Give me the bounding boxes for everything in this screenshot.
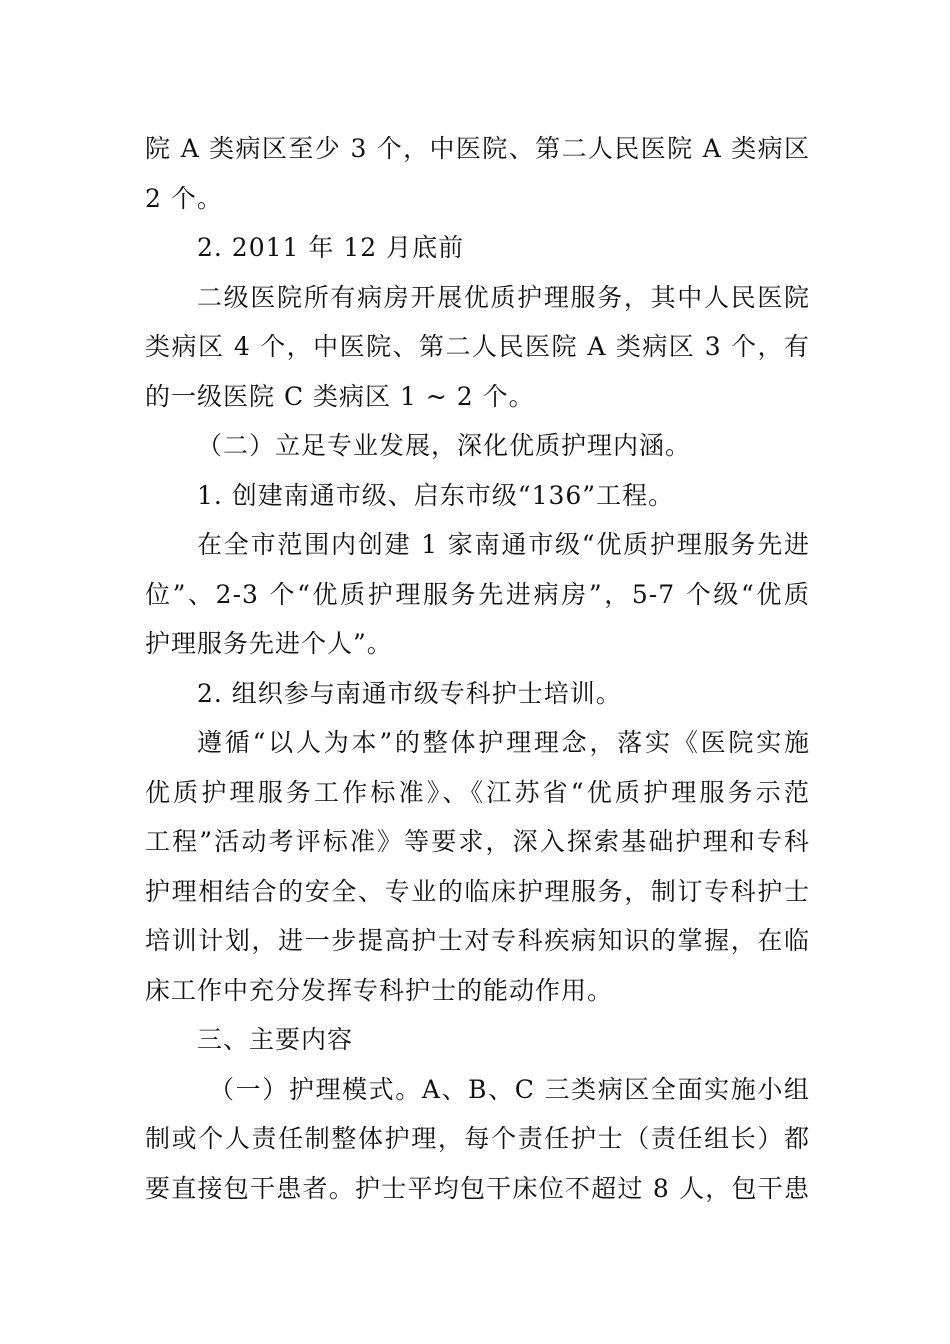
- text-line: 要直接包干患者。护士平均包干床位不超过 8 人，包干患: [145, 1173, 810, 1203]
- text-line: 遵循“以人为本”的整体护理理念，落实《医院实施: [197, 728, 810, 757]
- text-line: 在全市范围内创建 1 家南通市级“优质护理服务先进: [197, 530, 810, 559]
- section-heading: 2. 组织参与南通市级专科护士培训。: [197, 678, 622, 708]
- section-heading: （二）立足专业发展，深化优质护理内涵。: [197, 431, 692, 460]
- text-line: 培训计划，进一步提高护士对专科疾病知识的掌握，在临: [145, 926, 810, 955]
- text-line: 院 A 类病区至少 3 个，中医院、第二人民医院 A 类病区: [145, 134, 810, 163]
- text-line: 护理相结合的安全、专业的临床护理服务，制订专科护士: [145, 876, 810, 906]
- text-line: 的一级医院 C 类病区 1 ~ 2 个。: [145, 381, 535, 411]
- text-line: 二级医院所有病房开展优质护理服务，其中人民医院: [197, 282, 810, 312]
- text-line: 床工作中充分发挥专科护士的能动作用。: [145, 975, 614, 1005]
- section-heading: 2. 2011 年 12 月底前: [197, 233, 465, 262]
- section-heading: 1. 创建南通市级、启东市级“136”工程。: [197, 480, 675, 510]
- text-line: 位”、2-3 个“优质护理服务先进病房”，5-7 个级“优质: [145, 579, 810, 609]
- text-line: 优质护理服务工作标准》、《江苏省“优质护理服务示范: [145, 777, 810, 807]
- document-body: [145, 124, 810, 1213]
- text-line: （一）护理模式。A、B、C 三类病区全面实施小组: [209, 1074, 810, 1104]
- text-line: 制或个人责任制整体护理，每个责任护士（责任组长）都: [145, 1124, 810, 1153]
- text-line: 类病区 4 个，中医院、第二人民医院 A 类病区 3 个，有: [145, 332, 810, 361]
- text-line: 2 个。: [145, 183, 223, 213]
- text-line: 护理服务先进个人”。: [145, 629, 393, 658]
- text-line: 工程”活动考评标准》等要求，深入探索基础护理和专科: [145, 827, 810, 856]
- section-heading: 三、主要内容: [197, 1025, 354, 1054]
